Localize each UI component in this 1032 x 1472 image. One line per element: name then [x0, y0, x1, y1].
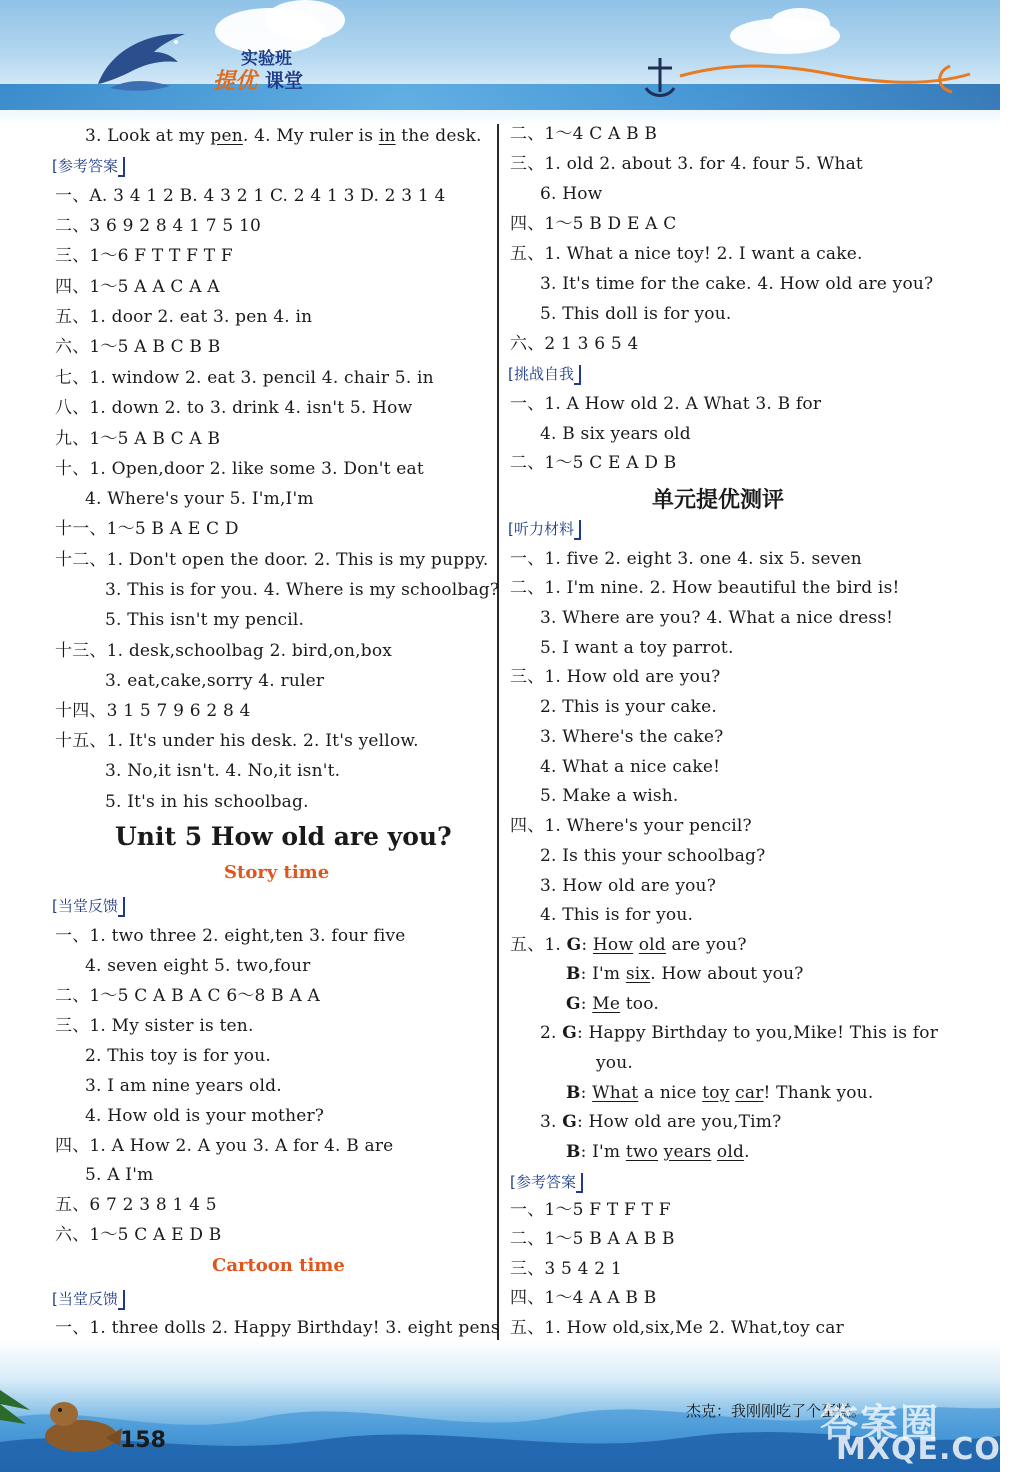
answer-line: 2. G: Happy Birthday to you,Mike! This is for	[540, 1023, 939, 1043]
brand-line-2b: 课堂	[265, 70, 304, 92]
answer-line: 十三、1. desk,schoolbag 2. bird,on,box	[55, 641, 393, 661]
answer-line: 4. Where's your 5. I'm,I'm	[85, 489, 314, 509]
section-tag: [ 当堂反馈	[54, 1288, 122, 1310]
answer-line: 一、A. 3 4 1 2 B. 4 3 2 1 C. 2 4 1 3 D. 2 3 1 4	[55, 186, 446, 206]
answer-line: 一、1. A How old 2. A What 3. B for	[510, 394, 822, 414]
brand-line-2a: 提优	[213, 69, 258, 94]
answer-line: 六、1～5 C A E D B	[55, 1225, 222, 1245]
answer-line: 四、1～5 B D E A C	[510, 214, 677, 234]
answer-line: 4. This is for you.	[540, 905, 694, 925]
answer-line: 三、1. How old are you?	[510, 667, 721, 687]
answer-line: 五、1. How old,six,Me 2. What,toy car	[510, 1318, 844, 1338]
page-header-banner	[0, 0, 1000, 125]
answer-line: 5. A I'm	[85, 1165, 154, 1185]
section-heading: Cartoon time	[212, 1255, 345, 1276]
answer-line: 四、1～4 A A B B	[510, 1288, 657, 1308]
answer-line: 六、2 1 3 6 5 4	[510, 334, 639, 354]
answer-line: 五、6 7 2 3 8 1 4 5	[55, 1195, 217, 1215]
book-brand-logo	[205, 42, 325, 92]
answer-line: 三、1. old 2. about 3. for 4. four 5. What	[510, 154, 863, 174]
answer-line: 五、1. What a nice toy! 2. I want a cake.	[510, 244, 863, 264]
section-heading: Story time	[224, 862, 330, 883]
section-tag: [ 当堂反馈	[54, 895, 122, 917]
answer-line: 4. B six years old	[540, 424, 691, 444]
answer-line: 十二、1. Don't open the door. 2. This is my puppy.	[55, 550, 489, 570]
answer-line: 5. This isn't my pencil.	[105, 610, 305, 630]
answer-line: 3. I am nine years old.	[85, 1076, 282, 1096]
answer-line: 3. No,it isn't. 4. No,it isn't.	[105, 761, 341, 781]
answer-line: 4. How old is your mother?	[85, 1106, 325, 1126]
answer-line: G: Me too.	[566, 994, 659, 1014]
answer-line: 二、1～5 C A B A C 6～8 B A A	[55, 986, 321, 1006]
watermark-site: MXQE.COM	[836, 1432, 1032, 1467]
answer-line: 3. Where's the cake?	[540, 727, 724, 747]
cloud-decoration	[770, 8, 830, 40]
answer-line: 三、1. My sister is ten.	[55, 1016, 254, 1036]
answer-line: 5. This doll is for you.	[540, 304, 732, 324]
answer-line: 一、1. three dolls 2. Happy Birthday! 3. eight pens	[55, 1318, 500, 1338]
answer-line: 6. How	[540, 184, 603, 204]
answer-line: 二、1. I'm nine. 2. How beautiful the bird is!	[510, 578, 900, 598]
answer-line: 一、1～5 F T F T F	[510, 1200, 671, 1220]
answer-line: 一、1. five 2. eight 3. one 4. six 5. seven	[510, 549, 862, 569]
answer-line: 四、1. A How 2. A you 3. A for 4. B are	[55, 1136, 394, 1156]
answer-line: 三、3 5 4 2 1	[510, 1259, 622, 1279]
answer-line: 5. Make a wish.	[540, 786, 679, 806]
answer-line: 5. I want a toy parrot.	[540, 638, 734, 658]
answer-line: 四、1～5 A A C A A	[55, 277, 220, 297]
answer-line: 二、1～4 C A B B	[510, 124, 658, 144]
palm-leaf-icon	[0, 1380, 40, 1440]
answer-line: 3. This is for you. 4. Where is my schoolbag?	[105, 580, 500, 600]
answer-line: 二、3 6 9 2 8 4 1 7 5 10	[55, 216, 262, 236]
answer-line: 3. eat,cake,sorry 4. ruler	[105, 671, 325, 691]
answer-line: 4. seven eight 5. two,four	[85, 956, 311, 976]
answer-line: 五、1. door 2. eat 3. pen 4. in	[55, 307, 313, 327]
section-tag: [ 参考答案	[54, 155, 122, 177]
sea-lion-icon	[36, 1388, 126, 1458]
answer-line: 十四、3 1 5 7 9 6 2 8 4	[55, 701, 251, 721]
answer-line: you.	[596, 1053, 633, 1073]
answer-line: 六、1～5 A B C B B	[55, 337, 221, 357]
answer-line: 三、1～6 F T T F T F	[55, 246, 233, 266]
watermark-logo: 答案圈	[820, 1401, 941, 1445]
answer-line: 3. G: How old are you,Tim?	[540, 1112, 782, 1132]
anchor-rope-icon	[640, 52, 980, 102]
answer-line: 十五、1. It's under his desk. 2. It's yellow.	[55, 731, 419, 751]
answer-line: 十、1. Open,door 2. like some 3. Don't eat	[55, 459, 424, 479]
answer-line: 七、1. window 2. eat 3. pencil 4. chair 5. in	[55, 368, 434, 388]
answer-line: 八、1. down 2. to 3. drink 4. isn't 5. How	[55, 398, 413, 418]
answer-line: 四、1. Where's your pencil?	[510, 816, 752, 836]
answer-line: 4. What a nice cake!	[540, 757, 721, 777]
section-tag: [ 参考答案	[512, 1171, 580, 1193]
answer-line: 二、1～5 B A A B B	[510, 1229, 675, 1249]
answer-line: 3. Where are you? 4. What a nice dress!	[540, 608, 894, 628]
brand-line-1: 实验班	[241, 49, 292, 69]
cloud-decoration	[265, 0, 345, 40]
answer-line: B: I'm two years old.	[566, 1142, 750, 1162]
column-divider	[497, 124, 499, 1344]
answer-line: 2. This is your cake.	[540, 697, 717, 717]
answer-line: 二、1～5 C E A D B	[510, 453, 677, 473]
dolphin-icon	[90, 22, 200, 92]
chapter-heading: 单元提优测评	[652, 488, 785, 513]
answer-line: B: I'm six. How about you?	[566, 964, 804, 984]
answer-line: 2. This toy is for you.	[85, 1046, 271, 1066]
footer-caption: 杰克：我刚刚吃了个蛋糕。	[686, 1402, 867, 1420]
answer-line: 5. It's in his schoolbag.	[105, 792, 309, 812]
answer-line: B: What a nice toy car! Thank you.	[566, 1083, 874, 1103]
answer-line: 3. It's time for the cake. 4. How old are you?	[540, 274, 934, 294]
section-tag: [ 挑战自我	[510, 363, 578, 385]
answer-line: 2. Is this your schoolbag?	[540, 846, 766, 866]
answer-line: 3. How old are you?	[540, 876, 717, 896]
unit-title: Unit 5 How old are you?	[115, 822, 452, 851]
answer-line: 十一、1～5 B A E C D	[55, 519, 239, 539]
answer-line: 一、1. two three 2. eight,ten 3. four five	[55, 926, 406, 946]
answer-line: 五、1. G: How old are you?	[510, 935, 747, 955]
page-number: 158	[120, 1428, 166, 1453]
answer-line: 九、1～5 A B C A B	[55, 429, 221, 449]
answer-line: 3. Look at my pen. 4. My ruler is in the desk.	[85, 126, 482, 146]
section-tag: [ 听力材料	[510, 518, 578, 540]
